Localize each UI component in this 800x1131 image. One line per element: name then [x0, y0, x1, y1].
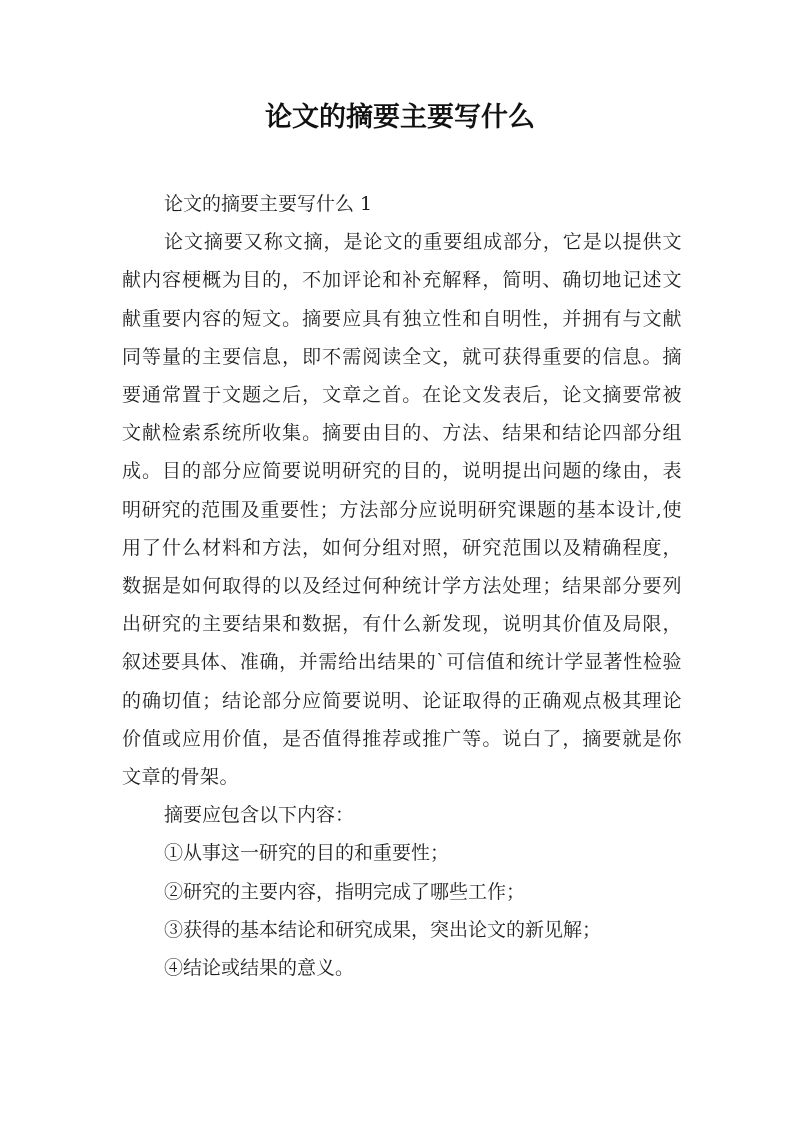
list-item: ①从事这一研究的目的和重要性；	[164, 842, 450, 865]
list-item: ③获得的基本结论和研究成果，突出论文的新见解；	[164, 918, 602, 941]
list-item: ②研究的主要内容，指明完成了哪些工作；	[164, 880, 526, 903]
section-heading: 论文的摘要主要写什么 1	[164, 193, 373, 215]
content-intro: 摘要应包含以下内容：	[164, 804, 355, 827]
list-item: ④结论或结果的意义。	[164, 957, 355, 980]
document-title: 论文的摘要主要写什么	[265, 102, 535, 133]
abstract-paragraph: 论文摘要又称文摘，是论文的重要组成部分，它是以提供文献内容梗概为目的，不加评论和补充解释，简明、确切地记述文献重要内容的短文。摘要应具有独立性和自明性，并拥有与文献同等量的主要信息，即不需阅读全文，就可获得重要的信息。摘要通常置于文题之后，文章之首。在论文发表后，论文摘要常被文献检索系统所收集。摘要由目的、方法、结果和结论四部分组成。目的部分应简要说明研究的目的，说明提出问题的缘由，表明研究的范围及重要性；方法部分应说明研究课题的基本设计,使用了什么材料和方法，如何分组对照，研究范围以及精确程度，数据是如何取得的以及经过何种统计学方法处理；结果部分要列出研究的主要结果和数据，有什么新发现，说明其价值及局限，叙述要具体、准确，并需给出结果的`可信值和统计学显著性检验的确切值；结论部分应简要说明、论证取得的正确观点极其理论价值或应用价值，是否值得推荐或推广等。说白了，摘要就是你文章的骨架。	[122, 231, 682, 789]
document-body	[122, 185, 682, 987]
